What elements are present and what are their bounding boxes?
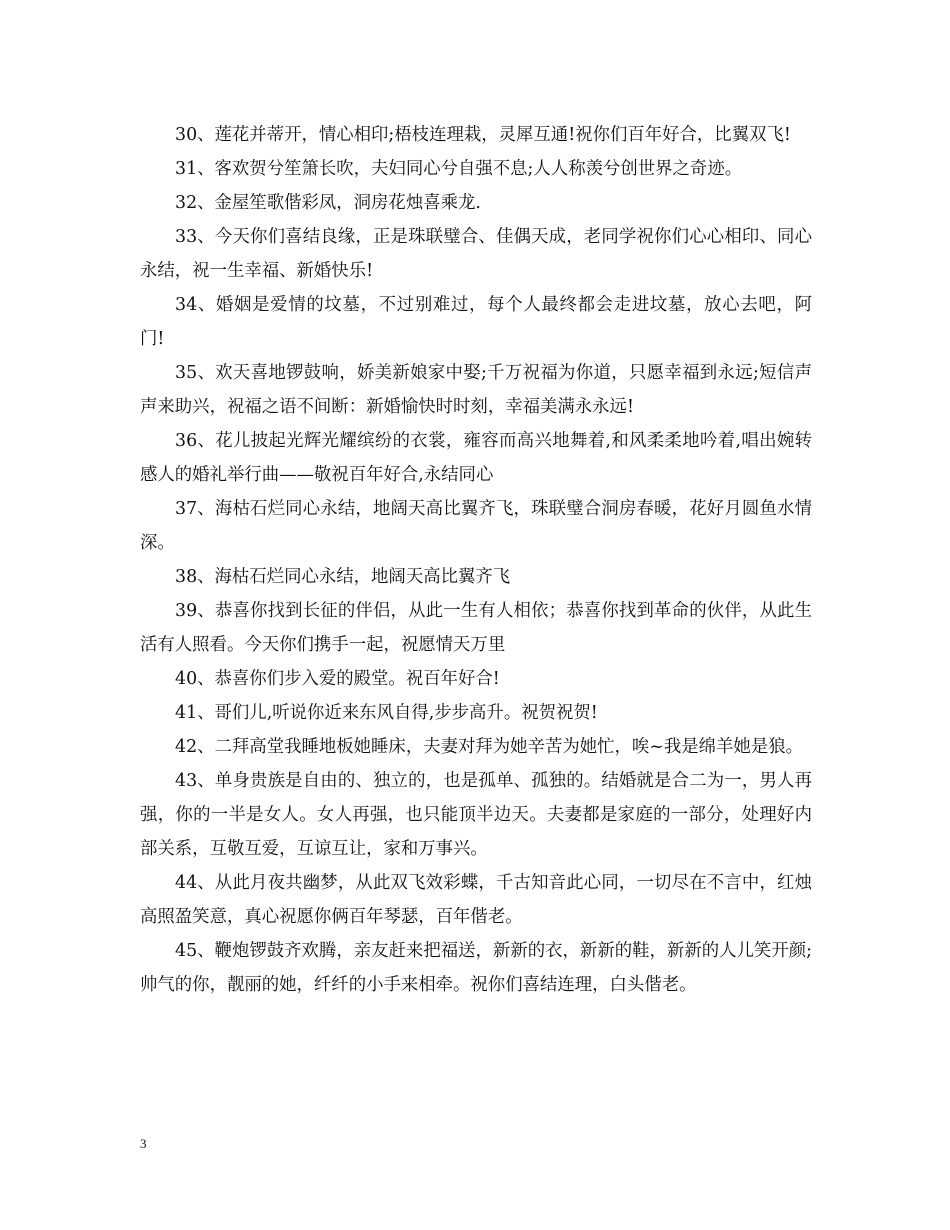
paragraph-33: 33、今天你们喜结良缘，正是珠联璧合、佳偶天成，老同学祝你们心心相印、同心永结，祝一生幸福、新婚快乐! <box>140 227 812 281</box>
paragraph-44: 44、从此月夜共幽梦，从此双飞效彩蝶，千古知音此心同，一切尽在不言中，红烛高照盈笑意，真心祝愿你俩百年琴瑟，百年偕老。 <box>140 873 812 927</box>
page-body <box>140 118 812 1002</box>
paragraph-45: 45、鞭炮锣鼓齐欢腾，亲友赶来把福送，新新的衣，新新的鞋，新新的人儿笑开颜;帅气的你，靓丽的她，纤纤的小手来相牵。祝你们喜结连理，白头偕老。 <box>140 941 812 995</box>
paragraph-36: 36、花儿披起光辉光耀缤纷的衣裳，雍容而高兴地舞着,和风柔柔地吟着,唱出婉转感人的婚礼举行曲——敬祝百年好合,永结同心 <box>140 431 812 485</box>
paragraph-38: 38、海枯石烂同心永结，地阔天高比翼齐飞 <box>175 567 511 587</box>
paragraph-37: 37、海枯石烂同心永结，地阔天高比翼齐飞，珠联璧合洞房春暖，花好月圆鱼水情深。 <box>140 499 812 553</box>
page-number: 3 <box>140 1136 147 1151</box>
paragraph-42: 42、二拜高堂我睡地板她睡床，夫妻对拜为她辛苦为她忙，唉~我是绵羊她是狼。 <box>175 737 803 757</box>
paragraph-34: 34、婚姻是爱情的坟墓，不过别难过，每个人最终都会走进坟墓，放心去吧，阿门! <box>140 295 812 349</box>
paragraph-43: 43、单身贵族是自由的、独立的，也是孤单、孤独的。结婚就是合二为一，男人再强，你的一半是女人。女人再强，也只能顶半边天。夫妻都是家庭的一部分，处理好内部关系，互敬互爱，互谅互让，家和万事兴。 <box>140 771 812 859</box>
paragraph-30: 30、莲花并蒂开，情心相印;梧枝连理栽，灵犀互通!祝你们百年好合，比翼双飞! <box>175 125 791 145</box>
paragraph-41: 41、哥们儿,听说你近来东风自得,步步高升。祝贺祝贺! <box>175 703 598 723</box>
paragraph-39: 39、恭喜你找到长征的伴侣，从此一生有人相依；恭喜你找到革命的伙伴，从此生活有人照看。今天你们携手一起，祝愿情天万里 <box>140 601 812 655</box>
paragraph-35: 35、欢天喜地锣鼓响，娇美新娘家中娶;千万祝福为你道，只愿幸福到永远;短信声声来助兴，祝福之语不间断：新婚愉快时时刻，幸福美满永永远! <box>140 363 812 417</box>
paragraph-40: 40、恭喜你们步入爱的殿堂。祝百年好合! <box>175 669 500 689</box>
paragraph-31: 31、客欢贺兮笙箫长吹，夫妇同心兮自强不息;人人称羡兮创世界之奇迹。 <box>175 159 743 179</box>
paragraph-32: 32、金屋笙歌偕彩凤，洞房花烛喜乘龙. <box>175 193 481 213</box>
